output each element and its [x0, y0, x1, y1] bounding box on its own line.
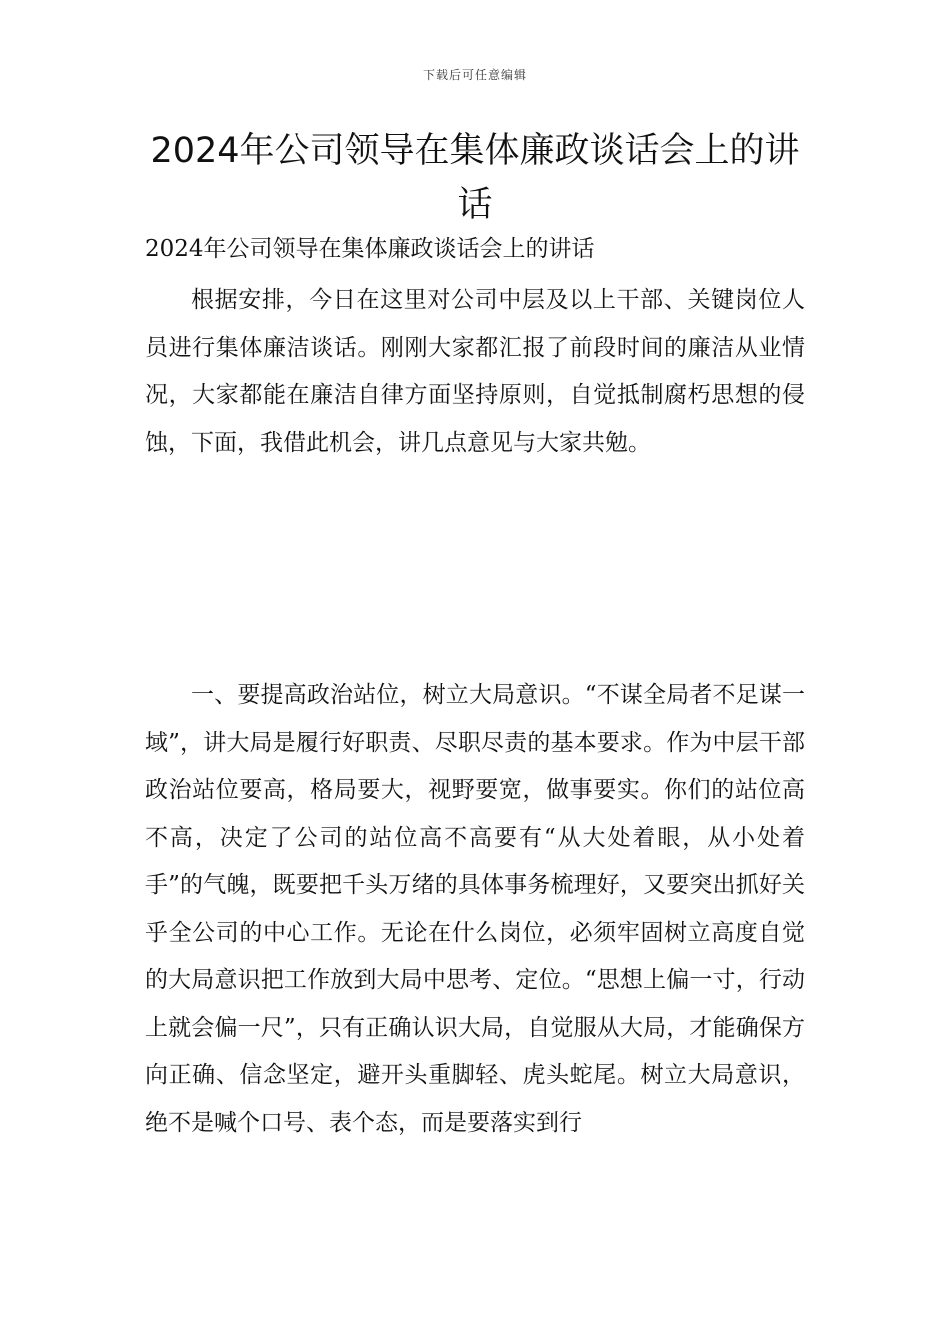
document-title: 2024年公司领导在集体廉政谈话会上的讲话	[150, 131, 800, 225]
header-note: 下载后可任意编辑	[422, 68, 527, 82]
body-paragraph-section-one: 一、要提高政治站位，树立大局意识。“不谋全局者不足谋一域”，讲大局是履行好职责、尽职尽责的基本要求。作为中层干部政治站位要高，格局要大，视野要宽，做事要实。你们的站位高不高，决定了公司的站位高不高要有“从大处着眼，从小处着手”的气魄，既要把千头万绪的具体事务梳理好，又要突出抓好关乎全公司的中心工作。无论在什么岗位，必须牢固树立高度自觉的大局意识把工作放到大局中思考、定位。“思想上偏一寸，行动上就会偏一尺”，只有正确认识大局，自觉服从大局，才能确保方向正确、信念坚定，避开头重脚轻、虎头蛇尾。树立大局意识，绝不是喊个口号、表个态，而是要落实到行	[145, 682, 805, 1136]
body-paragraph-intro: 根据安排，今日在这里对公司中层及以上干部、关键岗位人员进行集体廉洁谈话。刚刚大家都汇报了前段时间的廉洁从业情况，大家都能在廉洁自律方面坚持原则，自觉抵制腐朽思想的侵蚀，下面，我借此机会，讲几点意见与大家共勉。	[145, 287, 805, 456]
document-subtitle: 2024年公司领导在集体廉政谈话会上的讲话	[145, 236, 595, 262]
